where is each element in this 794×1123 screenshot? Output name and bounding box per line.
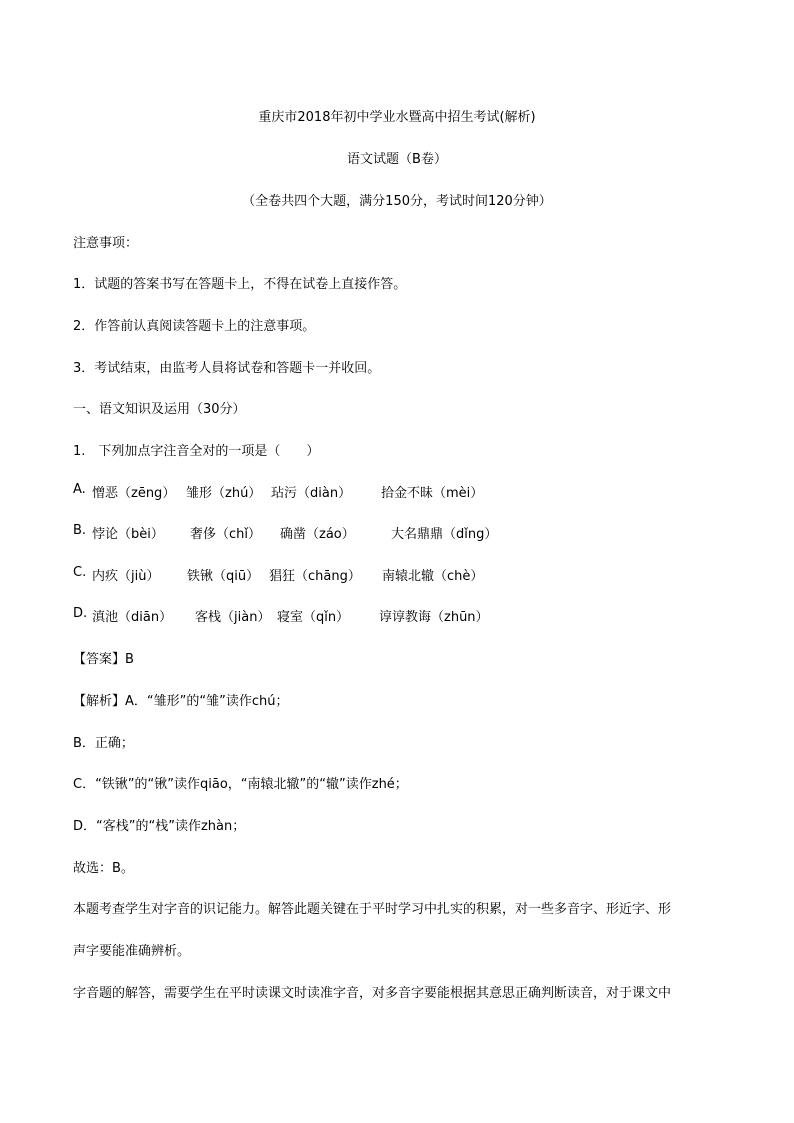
option-item: 猖狂（chāng）: [269, 569, 361, 584]
analysis-line: 故选：B。: [73, 861, 134, 876]
question-stem: 1. 下列加点字注音全对的一项是（ ）: [73, 444, 320, 459]
document-title: 重庆市2018年初中学业水暨高中招生考试(解析): [258, 110, 536, 125]
option-c: [73, 565, 723, 585]
notice-heading: 注意事项：: [73, 236, 139, 251]
option-letter: A.: [73, 482, 86, 497]
option-item: 铁锹（qiū）: [187, 569, 260, 584]
notice-item: 3．考试结束，由监考人員将试卷和答题卡一并收回。: [73, 361, 381, 376]
option-a: [73, 482, 723, 502]
option-item: 雏形（zhú）: [186, 486, 262, 501]
option-item: 憎恶（zēng）: [92, 486, 176, 501]
analysis-line: 【解析】A．“雏形”的“雏”读作chú；: [73, 694, 289, 709]
option-item: 奢侈（chǐ）: [190, 527, 261, 542]
notice-item: 1．试题的答案书写在答题卡上，不得在试卷上直接作答。: [73, 277, 407, 292]
explanation-paragraph: 声字要能准确辨析。: [73, 944, 191, 959]
section-title: 一、语文知识及运用（30分）: [73, 402, 246, 417]
option-letter: D.: [73, 606, 88, 621]
option-d: [73, 606, 723, 626]
option-item: 大名鼎鼎（dǐng）: [391, 527, 498, 542]
explanation-paragraph: 本题考查学生对字音的识记能力。解答此题关键在于平时学习中扎实的积累，对一些多音字、形近字、形: [73, 902, 672, 917]
option-item: 拾金不昧（mèi）: [381, 486, 484, 501]
option-letter: C.: [73, 565, 87, 580]
answer-label: 【答案】B: [73, 652, 134, 667]
option-b: [73, 523, 723, 543]
option-item: 滇池（diān）: [92, 610, 173, 625]
explanation-paragraph: 字音题的解答，需要学生在平时读课文时读准字音，对多音字要能根据其意思正确判断读音，对于课文中: [73, 986, 672, 1001]
notice-item: 2．作答前认真阅读答题卡上的注意事项。: [73, 319, 316, 334]
option-letter: B.: [73, 523, 87, 538]
option-item: 玷污（diàn）: [271, 486, 352, 501]
exam-note: （全卷共四个大题，满分150分，考试时间120分钟）: [242, 194, 552, 209]
option-item: 悖论（bèi）: [92, 527, 164, 542]
option-item: 客栈（jiàn）: [195, 610, 271, 625]
analysis-line: C．“铁锹”的“锹”读作qiāo，“南辕北辙”的“辙”读作zhé；: [73, 777, 408, 792]
analysis-line: D．“客栈”的“栈”读作zhàn；: [73, 819, 246, 834]
document-subtitle: 语文试题（B卷）: [347, 152, 447, 167]
option-item: 内疚（jiù）: [92, 569, 160, 584]
option-item: 寝室（qǐn）: [277, 610, 350, 625]
option-item: 谆谆教诲（zhūn）: [379, 610, 489, 625]
option-item: 确凿（záo）: [280, 527, 355, 542]
analysis-line: B．正确；: [73, 736, 134, 751]
option-item: 南辕北辙（chè）: [382, 569, 484, 584]
